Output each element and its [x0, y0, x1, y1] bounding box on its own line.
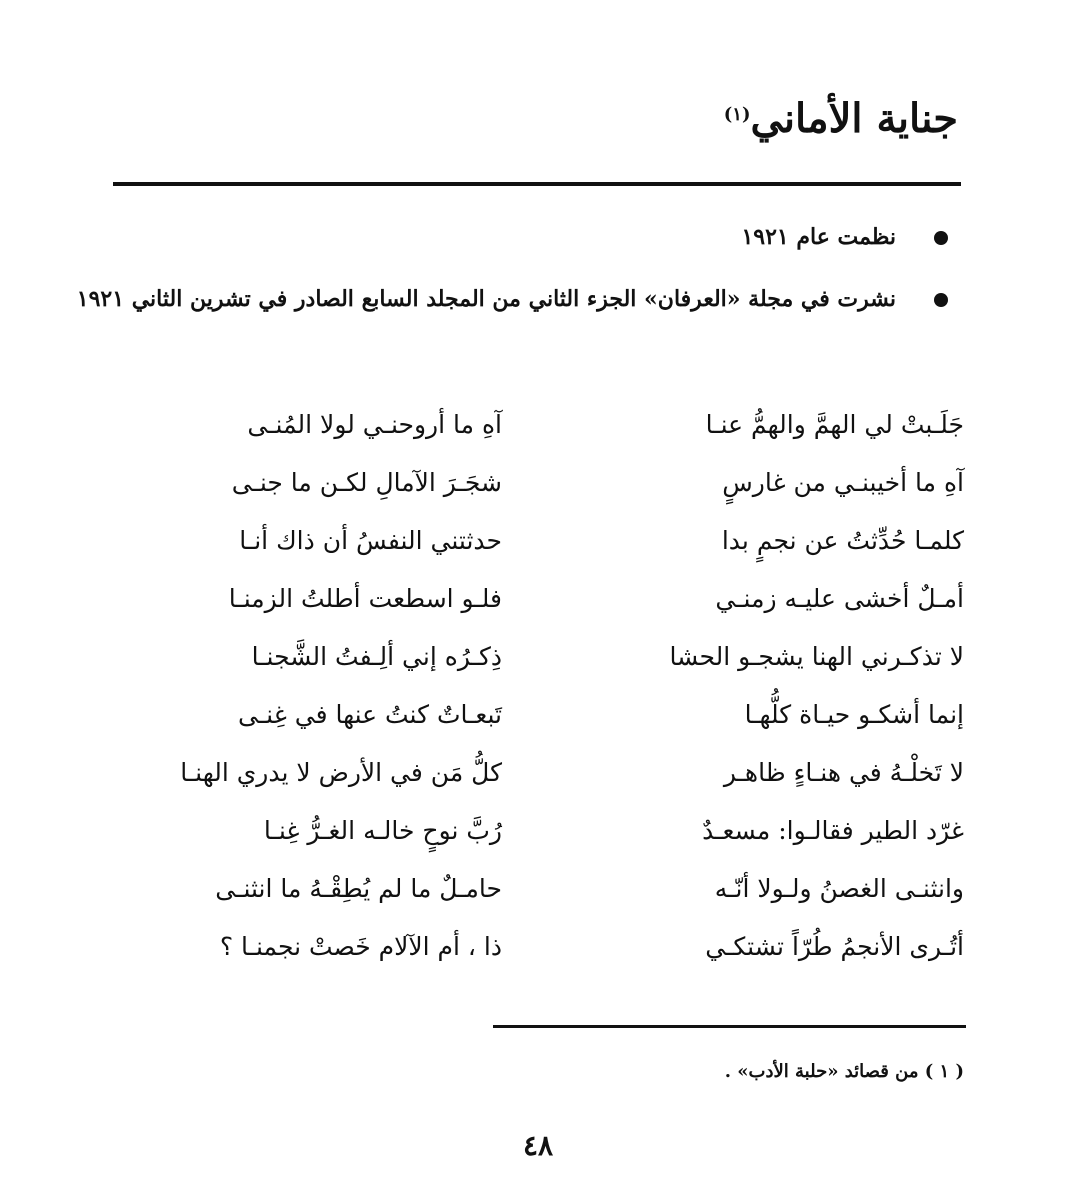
- note-item: [76, 284, 958, 314]
- verse-second-hemistich: شجَـرَ الآمالِ لكـن ما جنـى: [231, 468, 502, 497]
- verse-line: [80, 458, 970, 516]
- verse-second-hemistich: آهِ ما أروحنـي لولا المُنـى: [247, 410, 502, 439]
- verse-first-hemistich: لا تذكـرني الهنا يشجـو الحشا: [669, 642, 964, 671]
- verse-first-hemistich: كلمـا حُدِّثتُ عن نجمٍ بدا: [721, 526, 964, 555]
- verse-second-hemistich: كلُّ مَن في الأرض لا يدري الهنـا: [180, 758, 502, 787]
- verse-first-hemistich: آهِ ما أخيبنـي من غارسٍ: [722, 468, 964, 497]
- verse-line: [80, 806, 970, 864]
- poem-notes: [76, 222, 958, 346]
- footnote-divider: [493, 1025, 966, 1028]
- note-text: نظمت عام ١٩٢١: [741, 224, 896, 250]
- verse-first-hemistich: أتُـرى الأنجمُ طُرّاً تشتكـي: [705, 932, 964, 961]
- note-item: [98, 222, 958, 252]
- poem-title-text: جناية الأماني: [750, 94, 958, 142]
- verse-first-hemistich: غرّد الطير فقالـوا: مسعـدٌ: [702, 816, 964, 845]
- note-text: نشرت في مجلة «العرفان» الجزء الثاني من المجلد السابع الصادر في تشرين الثاني ١٩٢١: [76, 286, 896, 312]
- verse-second-hemistich: حدثتني النفسُ أن ذاك أنـا: [239, 526, 502, 555]
- poem-body: [80, 400, 970, 980]
- verse-first-hemistich: لا تَخلْـهُ في هنـاءٍ ظاهـر: [723, 758, 964, 787]
- verse-first-hemistich: أمـلٌ أخشى عليـه زمنـي: [715, 584, 964, 613]
- bullet-icon: [934, 231, 948, 245]
- verse-line: [80, 864, 970, 922]
- verse-first-hemistich: جَلَـبتْ لي الهمَّ والهمُّ عنـا: [705, 410, 964, 439]
- verse-first-hemistich: إنما أشكـو حيـاة كلُّهـا: [744, 700, 964, 729]
- footnote: ( ١ ) من قصائد «حلبة الأدب» .: [724, 1061, 964, 1082]
- verse-second-hemistich: ذا ، أم الآلام خَصتْ نجمنـا ؟: [219, 932, 502, 961]
- verse-line: [80, 922, 970, 980]
- title-divider: [113, 182, 961, 186]
- poem-title: [724, 89, 958, 149]
- verse-second-hemistich: رُبَّ نوحٍ خالـه الغـرُّ غِنـا: [263, 816, 502, 845]
- verse-line: [80, 574, 970, 632]
- page-number: ٤٨: [522, 1129, 554, 1162]
- verse-second-hemistich: حامـلٌ ما لم يُطِقْـهُ ما انثنـى: [215, 874, 502, 903]
- verse-first-hemistich: وانثنـى الغصنُ ولـولا أنّـه: [714, 874, 964, 903]
- verse-line: [80, 632, 970, 690]
- verse-second-hemistich: فلـو اسطعت أطلتُ الزمنـا: [228, 584, 502, 613]
- verse-line: [80, 400, 970, 458]
- verse-line: [80, 690, 970, 748]
- verse-second-hemistich: ذِكـرُه إني ألِـفتُ الشَّجنـا: [251, 642, 502, 671]
- bullet-icon: [934, 293, 948, 307]
- verse-second-hemistich: تَبعـاتٌ كنتُ عنها في غِنـى: [238, 700, 502, 729]
- verse-line: [80, 748, 970, 806]
- verse-line: [80, 516, 970, 574]
- footnote-marker: (١): [723, 103, 751, 125]
